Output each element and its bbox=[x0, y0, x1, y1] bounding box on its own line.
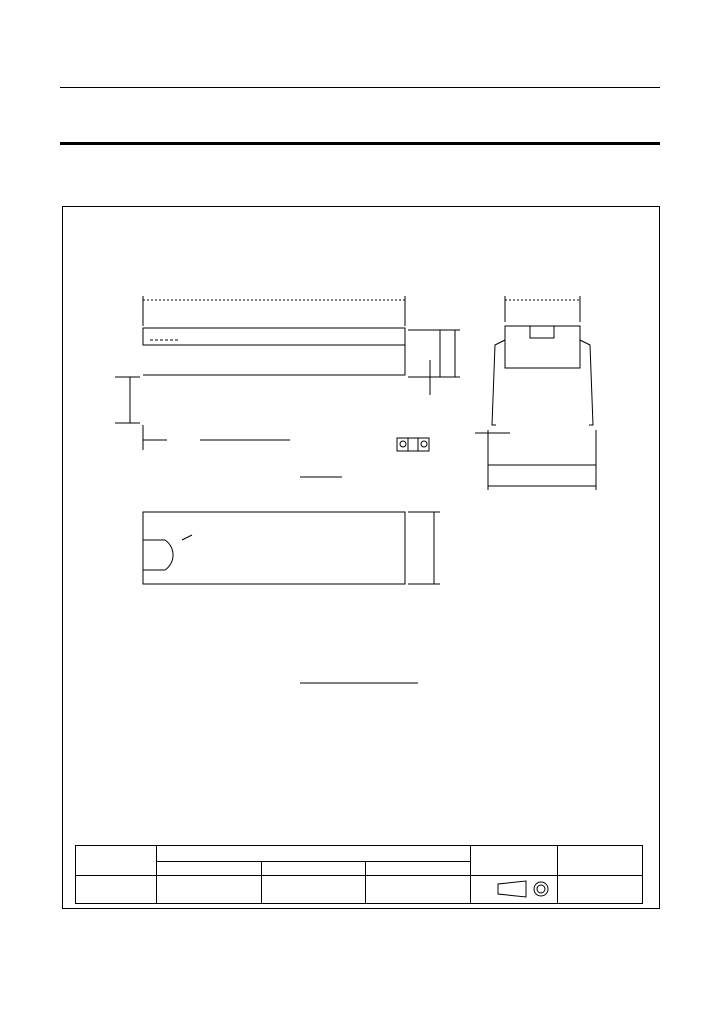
european-projection-header bbox=[471, 846, 558, 876]
references-table bbox=[75, 845, 643, 904]
issue-date-value bbox=[558, 876, 643, 904]
jedec-value bbox=[261, 876, 366, 904]
issue-date-header bbox=[558, 846, 643, 876]
jedec-header bbox=[261, 862, 366, 876]
side-view bbox=[115, 296, 460, 451]
jeita-header bbox=[366, 862, 471, 876]
iec-value bbox=[157, 876, 262, 904]
end-view bbox=[475, 296, 596, 490]
outline-version-header bbox=[76, 846, 157, 876]
projection-cell bbox=[471, 876, 558, 904]
jeita-value bbox=[366, 876, 471, 904]
references-header bbox=[157, 846, 471, 862]
outline-version-value bbox=[76, 876, 157, 904]
iec-header bbox=[157, 862, 262, 876]
top-view bbox=[143, 477, 440, 584]
